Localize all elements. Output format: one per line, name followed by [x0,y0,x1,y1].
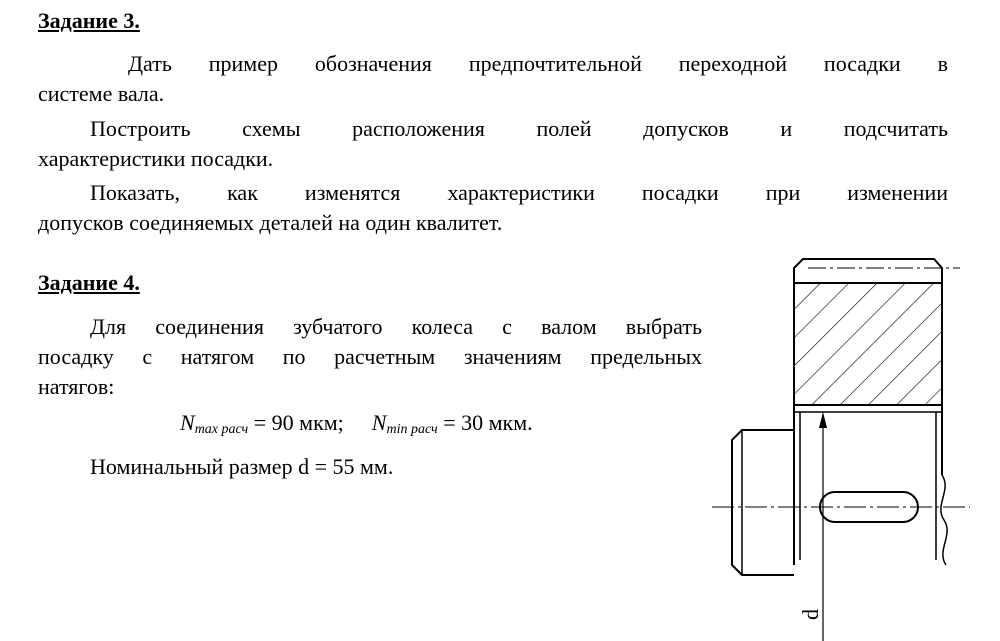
task-3-p1-line2: системе вала. [38,81,165,106]
task-4-heading: Задание 4. [38,270,140,295]
task-3-heading: Задание 3. [38,8,140,33]
nmin-symbol: N [371,410,387,435]
hub-body [794,405,942,565]
hatched-section [794,283,942,405]
dimension-label-d: d [798,609,823,620]
task-3-p1-line1-text: Дать пример обозначения предпочтительной переходной посадки в [128,51,948,76]
diameter-dimension [819,412,827,641]
task-3-p3-line1-text: Показать, как изменятся характеристики посадки при изменении [90,180,948,205]
nominal-size: Номинальный размер d = 55 мм. [90,454,394,479]
task-4-p1-line3: натягов: [38,374,115,399]
task-3-p2-line1-text: Построить схемы расположения полей допусков и подсчитать [90,116,948,141]
nmax-symbol: N [180,410,195,435]
task-3-p3-line2: допусков соединяемых деталей на один квалитет. [38,210,503,235]
nmax-value: = 90 мкм; [248,410,344,435]
task-3-p2-line2: характеристики посадки. [38,146,274,171]
gear-rim-outline [794,259,942,283]
break-line [941,475,947,565]
nmin-subscript: min расч [386,422,438,437]
shaft-stub [732,430,794,575]
task-4-p1-line1-text: Для соединения зубчатого колеса с валом выбрать [90,314,702,339]
nmin-value: = 30 мкм. [437,410,533,435]
nmax-subscript: max расч [194,422,249,437]
task-4-p1-line2-text: посадку с натягом по расчетным значениям предельных [38,344,702,369]
